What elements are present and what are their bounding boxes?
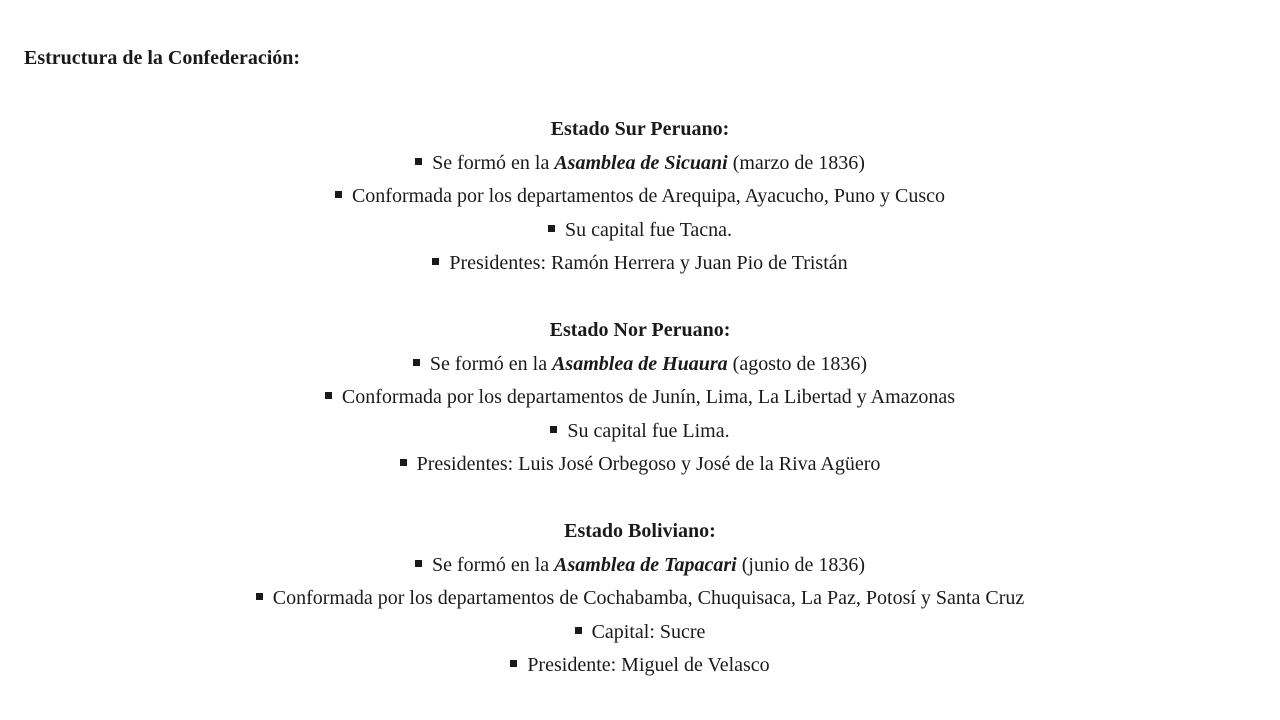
section-heading: Estado Nor Peruano: [549,319,731,341]
square-bullet-icon [400,459,407,466]
item-emphasis: Asamblea de Tapacari [554,553,737,576]
page-title: Estructura de la Confederación: [24,47,301,69]
item-text: Conformada por los departamentos de Junín, Lima, La Libertad y Amazonas [341,386,956,408]
section-heading: Estado Sur Peruano: [550,118,730,140]
list-item [0,549,1280,583]
item-text: Se formó en la [429,352,553,375]
item-emphasis: Asamblea de Huaura [552,352,728,375]
square-bullet-icon [415,560,422,567]
square-bullet-icon [550,426,557,433]
list-item [0,582,1280,616]
item-text: Presidentes: Ramón Herrera y Juan Pio de Tristán [449,252,848,274]
item-text-after: (marzo de 1836) [727,151,865,174]
square-bullet-icon [325,392,332,399]
section-estado-nor-peruano [0,314,1280,482]
item-text: Capital: Sucre [591,620,706,643]
item-text-after: (agosto de 1836) [727,352,868,375]
section-estado-sur-peruano [0,113,1280,281]
list-item [0,147,1280,181]
square-bullet-icon [415,158,422,165]
square-bullet-icon [575,627,582,634]
item-text: Se formó en la [432,151,555,174]
square-bullet-icon [256,593,263,600]
item-text: Conformada por los departamentos de Cochabamba, Chuquisaca, La Paz, Potosí y Santa Cruz [272,587,1025,609]
list-item [0,348,1280,382]
item-text: Presidentes: Luis José Orbegoso y José de la Riva Agüero [416,453,881,475]
square-bullet-icon [548,225,555,232]
list-item [0,214,1280,248]
square-bullet-icon [510,660,517,667]
item-text: Conformada por los departamentos de Arequipa, Ayacucho, Puno y Cusco [351,185,946,207]
item-text-after: (junio de 1836) [736,553,866,576]
section-heading: Estado Boliviano: [564,520,716,542]
item-text: Se formó en la [431,553,555,576]
confederation-structure [0,113,1280,683]
list-item [0,381,1280,415]
list-item [0,448,1280,482]
item-emphasis: Asamblea de Sicuani [554,151,728,174]
list-item [0,180,1280,214]
list-item [0,649,1280,683]
section-estado-boliviano [0,515,1280,683]
list-item [0,616,1280,650]
square-bullet-icon [413,359,420,366]
square-bullet-icon [432,258,439,265]
square-bullet-icon [335,191,342,198]
list-item [0,415,1280,449]
item-text: Presidente: Miguel de Velasco [527,654,770,676]
item-text: Su capital fue Lima. [567,419,730,442]
list-item [0,247,1280,281]
item-text: Su capital fue Tacna. [564,218,733,241]
